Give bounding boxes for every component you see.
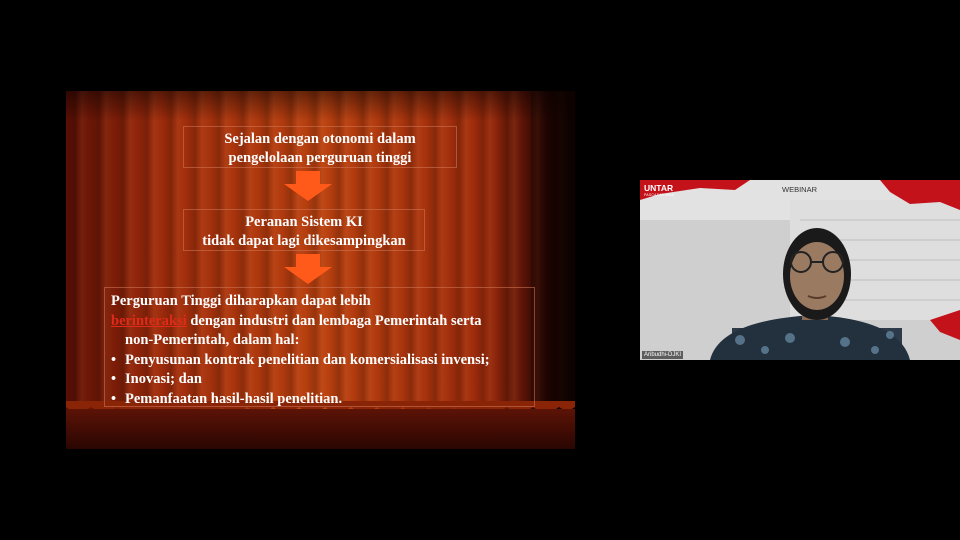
slide-top-shade bbox=[66, 91, 575, 121]
statement-box-university bbox=[104, 287, 535, 407]
statement-text: dengan industri dan lembaga Pemerintah serta bbox=[186, 312, 482, 329]
bullet-text: Pemanfaatan hasil-hasil penelitian. bbox=[125, 390, 343, 407]
video-background bbox=[640, 180, 960, 360]
statement-line: tidak dapat lagi dikesampingkan bbox=[202, 233, 406, 249]
bullet-text: Penyusunan kontrak penelitian dan komersialisasi invensi; bbox=[125, 351, 490, 368]
bullet-icon: • bbox=[111, 390, 117, 407]
statement-line: pengelolaan perguruan tinggi bbox=[228, 150, 412, 166]
statement-line: Perguruan Tinggi diharapkan dapat lebih bbox=[111, 293, 371, 309]
logo-subtext: PASCASARJANA bbox=[644, 193, 675, 197]
bullet-list bbox=[111, 351, 534, 410]
bullet-icon: • bbox=[111, 371, 117, 387]
bullet-item bbox=[111, 351, 534, 371]
down-arrow-icon bbox=[284, 254, 332, 284]
bullet-item bbox=[111, 370, 534, 390]
stage-floor bbox=[66, 409, 575, 449]
participant-name-label: Aribudhi-DJKI bbox=[644, 352, 682, 358]
highlight-word: berinteraksi bbox=[111, 312, 187, 329]
topic-line: di Era Digital bbox=[916, 191, 956, 198]
logo-text: UNTAR bbox=[644, 183, 674, 193]
bullet-icon: • bbox=[111, 351, 117, 368]
shared-slide bbox=[66, 91, 575, 449]
statement-box-ki-role bbox=[183, 209, 425, 251]
statement-box-autonomy bbox=[183, 126, 457, 168]
webinar-label: WEBINAR bbox=[782, 185, 818, 194]
statement-line bbox=[111, 312, 534, 332]
slide-right-edge bbox=[531, 91, 575, 449]
statement-line: non-Pemerintah, dalam hal: bbox=[125, 332, 300, 348]
bullet-item bbox=[111, 390, 534, 410]
bullet-text: Inovasi; dan bbox=[125, 371, 202, 387]
down-arrow-icon bbox=[284, 171, 332, 201]
webinar-topic bbox=[892, 183, 956, 199]
untar-logo bbox=[644, 183, 674, 197]
statement-line: Sejalan dengan otonomi dalam bbox=[224, 131, 416, 147]
participant-video-tile[interactable] bbox=[640, 180, 960, 360]
topic-line: Kekayaan Intelektual bbox=[891, 183, 956, 190]
statement-line: Peranan Sistem KI bbox=[245, 214, 363, 230]
